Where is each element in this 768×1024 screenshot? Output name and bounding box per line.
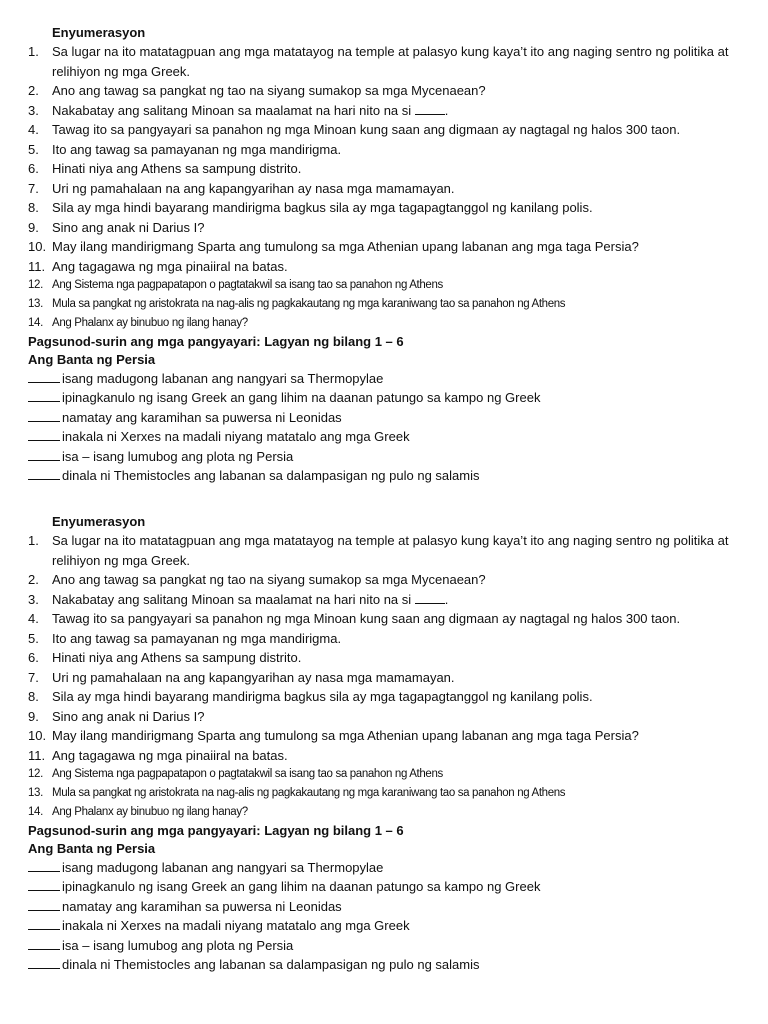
answer-blank: [28, 899, 60, 911]
list-item: 6. Hinati niya ang Athens sa sampung distrito.: [28, 650, 302, 665]
list-item: 7. Uri ng pamahalaan na ang kapangyarihan ay nasa mga mamamayan.: [28, 669, 455, 685]
sequencing-list: [28, 858, 748, 974]
list-item: isa – isang lumubog ang plota ng Persia: [28, 447, 748, 466]
list-item: 13. Mula sa pangkat ng aristokrata na nag-alis ng pagkakautang ng mga karaniwang tao sa panahon ng Athens: [28, 787, 566, 799]
list-item: 10. May ilang mandirigmang Sparta ang tumulong sa mga Athenian upang labanan ang mga taga Persia?: [28, 239, 639, 254]
sequencing-subtitle: Ang Banta ng Persia: [28, 352, 156, 367]
enumeration-list: [28, 42, 748, 333]
list-item: 3. Nakabatay ang salitang Minoan sa maalamat na hari nito na si .: [28, 102, 449, 118]
answer-blank: [28, 468, 60, 480]
answer-blank: [415, 592, 445, 604]
answer-blank: [28, 957, 60, 969]
answer-blank: [28, 429, 60, 441]
answer-blank: [28, 918, 60, 930]
list-item: 13. Mula sa pangkat ng aristokrata na nag-alis ng pagkakautang ng mga karaniwang tao sa panahon ng Athens: [28, 298, 566, 310]
list-item: isa – isang lumubog ang plota ng Persia: [28, 936, 748, 955]
list-item: 10. May ilang mandirigmang Sparta ang tumulong sa mga Athenian upang labanan ang mga taga Persia?: [28, 728, 639, 743]
worksheet-copy-2: [28, 513, 748, 974]
sequencing-list: [28, 369, 748, 485]
list-item: 8. Sila ay mga hindi bayarang mandirigma bagkus sila ay mga tagapagtanggol ng kanilang polis.: [28, 689, 593, 704]
sequencing-subtitle: Ang Banta ng Persia: [28, 841, 156, 856]
enumeration-title: Enyumerasyon: [52, 25, 146, 40]
answer-blank: [28, 938, 60, 950]
list-item: 11. Ang tagagawa ng mga pinaiiral na batas.: [28, 258, 288, 274]
worksheet-copy-1: [28, 24, 748, 485]
list-item: inakala ni Xerxes na madali niyang matatalo ang mga Greek: [28, 427, 748, 446]
list-item: 14. Ang Phalanx ay binubuo ng ilang hanay?: [28, 806, 248, 818]
list-item: dinala ni Themistocles ang labanan sa dalampasigan ng pulo ng salamis: [28, 466, 748, 485]
list-item: 1. Sa lugar na ito matatagpuan ang mga matatayog na temple at palasyo kung kaya’t ito ang naging sentro ng politika at relihiyon ng mga Greek.: [28, 44, 729, 79]
list-item: 9. Sino ang anak ni Darius I?: [28, 219, 205, 235]
list-item: 5. Ito ang tawag sa pamayanan ng mga mandirigma.: [28, 630, 342, 646]
answer-blank: [28, 371, 60, 383]
list-item: 12. Ang Sistema nga pagpapatapon o pagtatakwil sa isang tao sa panahon ng Athens: [28, 279, 443, 291]
answer-blank: [28, 449, 60, 461]
list-item: inakala ni Xerxes na madali niyang matatalo ang mga Greek: [28, 916, 748, 935]
list-item: 2. Ano ang tawag sa pangkat ng tao na siyang sumakop sa mga Mycenaean?: [28, 83, 486, 98]
list-item: 14. Ang Phalanx ay binubuo ng ilang hanay?: [28, 317, 248, 329]
sequencing-title: Pagsunod-surin ang mga pangyayari: Lagyan ng bilang 1 – 6: [28, 334, 404, 349]
answer-blank: [28, 860, 60, 872]
list-item: 6. Hinati niya ang Athens sa sampung distrito.: [28, 161, 302, 176]
answer-blank: [28, 879, 60, 891]
list-item: 8. Sila ay mga hindi bayarang mandirigma bagkus sila ay mga tagapagtanggol ng kanilang polis.: [28, 200, 593, 215]
list-item: isang madugong labanan ang nangyari sa Thermopylae: [28, 858, 748, 877]
list-item: 12. Ang Sistema nga pagpapatapon o pagtatakwil sa isang tao sa panahon ng Athens: [28, 768, 443, 780]
list-item: 1. Sa lugar na ito matatagpuan ang mga matatayog na temple at palasyo kung kaya’t ito ang naging sentro ng politika at relihiyon ng mga Greek.: [28, 533, 729, 568]
list-item: 2. Ano ang tawag sa pangkat ng tao na siyang sumakop sa mga Mycenaean?: [28, 572, 486, 587]
list-item: 3. Nakabatay ang salitang Minoan sa maalamat na hari nito na si .: [28, 591, 449, 607]
answer-blank: [415, 103, 445, 115]
list-item: 5. Ito ang tawag sa pamayanan ng mga mandirigma.: [28, 141, 342, 157]
list-item: 11. Ang tagagawa ng mga pinaiiral na batas.: [28, 747, 288, 763]
answer-blank: [28, 390, 60, 402]
answer-blank: [28, 410, 60, 422]
enumeration-list: [28, 531, 748, 822]
list-item: ipinagkanulo ng isang Greek an gang lihim na daanan patungo sa kampo ng Greek: [28, 388, 748, 407]
list-item: 4. Tawag ito sa pangyayari sa panahon ng mga Minoan kung saan ang digmaan ay nagtagal ng halos 300 taon.: [28, 122, 681, 137]
list-item: dinala ni Themistocles ang labanan sa dalampasigan ng pulo ng salamis: [28, 955, 748, 974]
list-item: namatay ang karamihan sa puwersa ni Leonidas: [28, 408, 748, 427]
sequencing-title: Pagsunod-surin ang mga pangyayari: Lagyan ng bilang 1 – 6: [28, 823, 404, 838]
list-item: isang madugong labanan ang nangyari sa Thermopylae: [28, 369, 748, 388]
enumeration-title: Enyumerasyon: [52, 514, 146, 529]
list-item: 4. Tawag ito sa pangyayari sa panahon ng mga Minoan kung saan ang digmaan ay nagtagal ng halos 300 taon.: [28, 611, 681, 626]
list-item: namatay ang karamihan sa puwersa ni Leonidas: [28, 897, 748, 916]
list-item: 7. Uri ng pamahalaan na ang kapangyarihan ay nasa mga mamamayan.: [28, 180, 455, 196]
list-item: 9. Sino ang anak ni Darius I?: [28, 708, 205, 724]
list-item: ipinagkanulo ng isang Greek an gang lihim na daanan patungo sa kampo ng Greek: [28, 877, 748, 896]
